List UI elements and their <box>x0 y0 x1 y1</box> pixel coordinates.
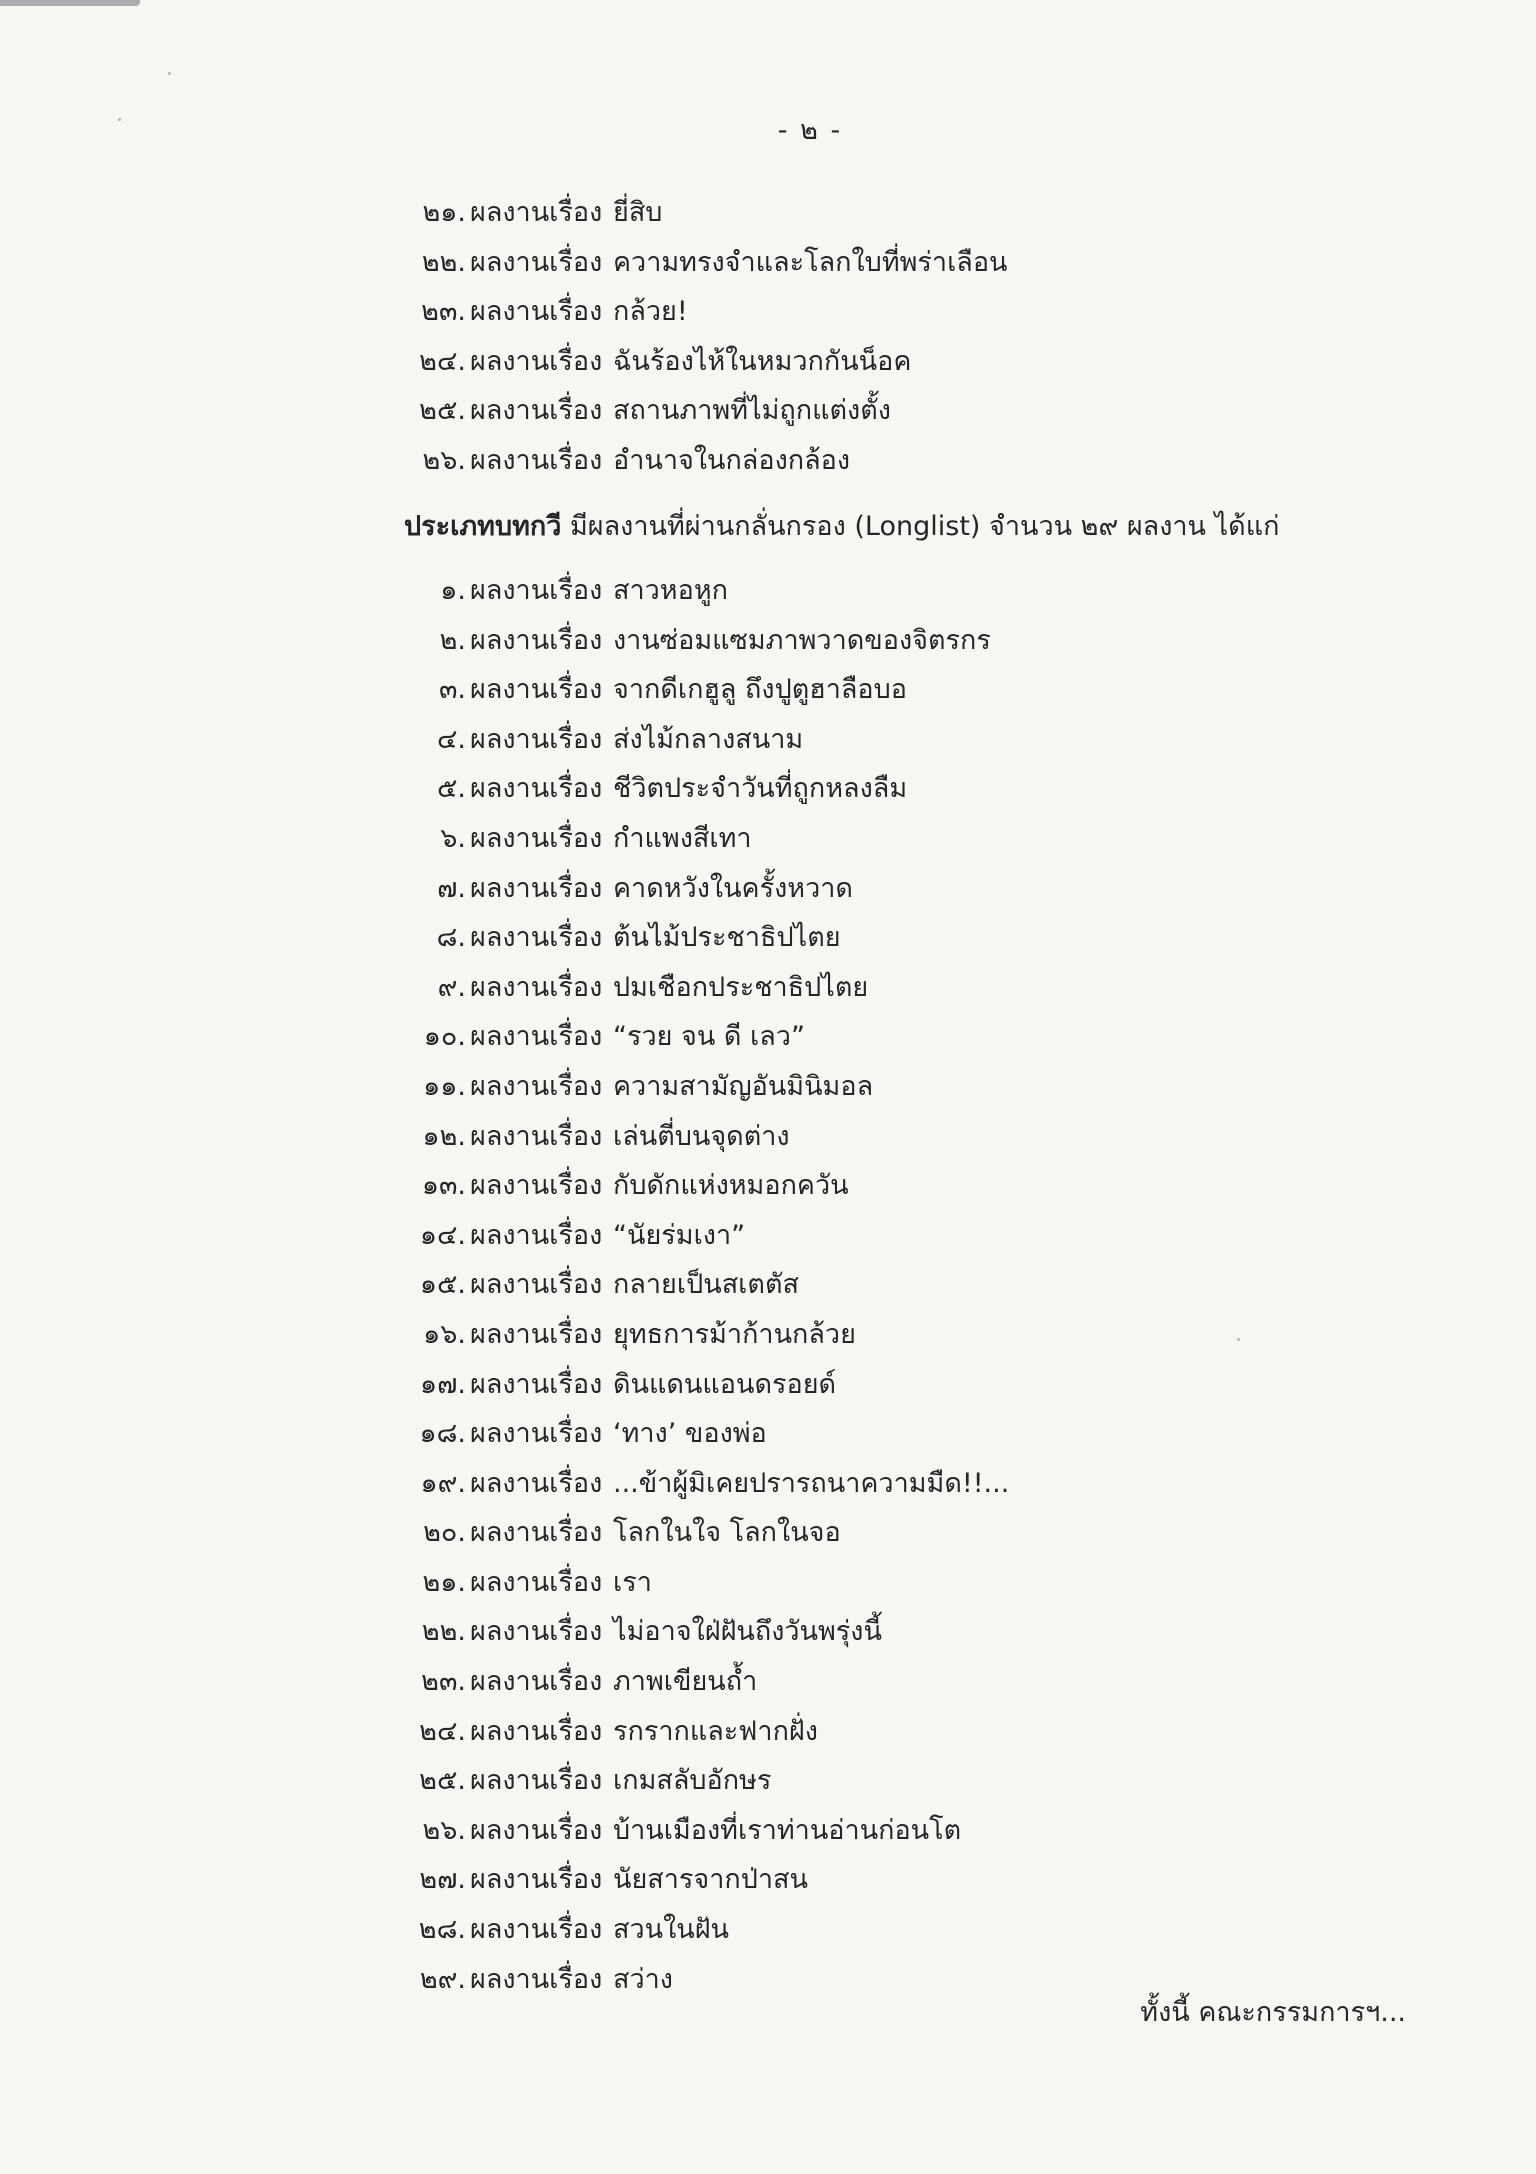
item-prefix: ผลงานเรื่อง <box>470 872 603 904</box>
item-title: เรา <box>613 1566 652 1598</box>
list-item <box>0 1855 1536 1905</box>
item-title: ความทรงจำและโลกใบที่พร่าเลือน <box>613 246 1008 278</box>
item-title: ปมเชือกประชาธิปไตย <box>613 971 869 1003</box>
item-number: ๑๐. <box>423 1021 466 1053</box>
item-title: ภาพเขียนถ้ำ <box>613 1666 758 1698</box>
list-item <box>0 436 1536 486</box>
list-item <box>0 913 1536 963</box>
item-number: ๒. <box>439 624 466 656</box>
item-title: ดินแดนแอนดรอยด์ <box>613 1368 837 1400</box>
item-title: กลายเป็นสเตตัส <box>613 1269 799 1301</box>
item-prefix: ผลงานเรื่อง <box>470 1120 603 1152</box>
list-item <box>0 1310 1536 1360</box>
item-number: ๒๒. <box>421 246 466 278</box>
item-number: ๗. <box>437 872 466 904</box>
item-number: ๔. <box>436 723 466 755</box>
item-prefix: ผลงานเรื่อง <box>470 1914 603 1946</box>
list-item <box>0 1806 1536 1856</box>
category-heading: ประเภทบทกวี <box>404 511 562 542</box>
item-prefix: ผลงานเรื่อง <box>470 246 603 278</box>
list-item <box>0 1161 1536 1211</box>
item-prefix: ผลงานเรื่อง <box>470 1467 603 1499</box>
continuation-text: ทั้งนี้ คณะกรรมการฯ... <box>1140 1997 1406 2028</box>
item-title: บ้านเมืองที่เราท่านอ่านก่อนโต <box>613 1814 962 1846</box>
list-item <box>0 1012 1536 1062</box>
item-title: ไม่อาจใฝ่ฝันถึงวันพรุ่งนี้ <box>613 1616 882 1648</box>
category-heading-line <box>404 502 1279 552</box>
item-prefix: ผลงานเรื่อง <box>470 296 603 328</box>
list-item <box>0 963 1536 1013</box>
scan-edge-mark <box>0 0 140 6</box>
item-number: ๓. <box>438 674 466 706</box>
item-prefix: ผลงานเรื่อง <box>470 1021 603 1053</box>
scan-speck <box>168 72 171 75</box>
item-number: ๑๓. <box>421 1170 466 1202</box>
item-prefix: ผลงานเรื่อง <box>470 345 603 377</box>
item-number: ๒๕. <box>419 1765 466 1797</box>
item-title: อำนาจในกล่องกล้อง <box>613 444 851 476</box>
item-number: ๒๖. <box>422 1814 466 1846</box>
item-title: จากดีเกฮูลู ถึงปูตูฮาลือบอ <box>613 674 908 706</box>
list-item <box>0 1360 1536 1410</box>
item-number: ๒๖. <box>422 444 466 476</box>
page-number: - ๒ - <box>777 115 843 146</box>
item-number: ๕. <box>436 773 466 805</box>
item-number: ๑๘. <box>419 1418 466 1450</box>
list-item <box>0 566 1536 616</box>
item-prefix: ผลงานเรื่อง <box>470 1170 603 1202</box>
item-number: ๒๔. <box>419 1715 466 1747</box>
item-prefix: ผลงานเรื่อง <box>470 1864 603 1896</box>
list-item <box>0 1062 1536 1112</box>
item-title: “นัยร่มเงา” <box>613 1219 746 1251</box>
item-number: ๑๑. <box>423 1070 466 1102</box>
item-title: นัยสารจากป่าสน <box>613 1864 808 1896</box>
item-number: ๑๕. <box>419 1269 466 1301</box>
item-prefix: ผลงานเรื่อง <box>470 822 603 854</box>
item-number: ๒๔. <box>419 345 466 377</box>
list-item <box>0 1756 1536 1806</box>
item-prefix: ผลงานเรื่อง <box>470 1666 603 1698</box>
list-item <box>0 665 1536 715</box>
list-item <box>0 1905 1536 1955</box>
item-prefix: ผลงานเรื่อง <box>470 1418 603 1450</box>
item-prefix: ผลงานเรื่อง <box>470 624 603 656</box>
item-number: ๒๑. <box>422 197 466 228</box>
item-title: ชีวิตประจำวันที่ถูกหลงลืม <box>613 773 908 805</box>
item-title: สาวหอหูก <box>613 575 728 606</box>
item-title: โลกในใจ โลกในจอ <box>613 1517 841 1549</box>
list-item <box>0 864 1536 914</box>
item-title: งานซ่อมแซมภาพวาดของจิตรกร <box>613 624 991 656</box>
item-prefix: ผลงานเรื่อง <box>470 1368 603 1400</box>
item-prefix: ผลงานเรื่อง <box>470 197 603 228</box>
item-number: ๙. <box>437 971 466 1003</box>
item-number: ๑๒. <box>422 1120 466 1152</box>
item-prefix: ผลงานเรื่อง <box>470 1517 603 1549</box>
item-title: ...ข้าผู้มิเคยปรารถนาความมืด!!... <box>613 1467 1010 1499</box>
item-prefix: ผลงานเรื่อง <box>470 1070 603 1102</box>
item-number: ๒๑. <box>422 1566 466 1598</box>
item-title: เกมสลับอักษร <box>613 1765 772 1797</box>
list-item <box>0 1558 1536 1608</box>
item-prefix: ผลงานเรื่อง <box>470 395 603 427</box>
item-title: รกรากและฟากฝั่ง <box>613 1715 818 1747</box>
list-item <box>0 814 1536 864</box>
item-prefix: ผลงานเรื่อง <box>470 575 603 606</box>
list-item <box>0 1657 1536 1707</box>
list-item <box>0 337 1536 387</box>
item-title: กับดักแห่งหมอกควัน <box>613 1170 849 1202</box>
list-item <box>0 238 1536 288</box>
list-item <box>0 616 1536 666</box>
item-title: คาดหวังในครั้งหวาด <box>613 872 853 904</box>
item-prefix: ผลงานเรื่อง <box>470 1269 603 1301</box>
item-number: ๑. <box>440 575 466 606</box>
item-title: ‘ทาง’ ของพ่อ <box>613 1418 767 1450</box>
category-description: มีผลงานที่ผ่านกลั่นกรอง (Longlist) จำนวน ๒๙ ผลงาน ได้แก่ <box>561 511 1280 542</box>
item-number: ๒๘. <box>418 1914 466 1946</box>
item-title: “รวย จน ดี เลว” <box>613 1021 805 1053</box>
item-number: ๒๒. <box>421 1616 466 1648</box>
item-prefix: ผลงานเรื่อง <box>470 1318 603 1350</box>
item-prefix: ผลงานเรื่อง <box>470 723 603 755</box>
item-number: ๒๙. <box>419 1963 466 1995</box>
item-prefix: ผลงานเรื่อง <box>470 1814 603 1846</box>
item-prefix: ผลงานเรื่อง <box>470 1715 603 1747</box>
list-item <box>0 1260 1536 1310</box>
item-prefix: ผลงานเรื่อง <box>470 1566 603 1598</box>
item-prefix: ผลงานเรื่อง <box>470 773 603 805</box>
item-number: ๒๓. <box>421 1666 466 1698</box>
item-title: สถานภาพที่ไม่ถูกแต่งตั้ง <box>613 395 891 427</box>
item-number: ๑๔. <box>419 1219 466 1251</box>
item-prefix: ผลงานเรื่อง <box>470 674 603 706</box>
item-prefix: ผลงานเรื่อง <box>470 444 603 476</box>
item-number: ๑๖. <box>423 1318 466 1350</box>
poetry-works-list <box>0 566 1536 2004</box>
list-item <box>0 188 1536 238</box>
list-item <box>0 1211 1536 1261</box>
list-item <box>0 1707 1536 1757</box>
list-item <box>0 1508 1536 1558</box>
list-item <box>0 764 1536 814</box>
item-number: ๑๙. <box>420 1467 466 1499</box>
item-title: กำแพงสีเทา <box>613 822 752 854</box>
item-title: สว่าง <box>613 1963 673 1995</box>
item-title: เล่นตี่บนจุดต่าง <box>613 1120 790 1152</box>
item-title: ส่งไม้กลางสนาม <box>613 723 804 755</box>
item-number: ๒๗. <box>419 1864 466 1896</box>
item-prefix: ผลงานเรื่อง <box>470 1963 603 1995</box>
list-item <box>0 287 1536 337</box>
item-title: ฉันร้องไห้ในหมวกกันน็อค <box>613 345 912 377</box>
item-title: ยุทธการม้าก้านกล้วย <box>613 1318 856 1350</box>
item-title: กล้วย! <box>613 296 688 328</box>
item-title: สวนในฝัน <box>613 1914 730 1946</box>
item-number: ๘. <box>436 922 466 954</box>
item-title: ต้นไม้ประชาธิปไตย <box>613 922 841 954</box>
works-list-continued <box>0 188 1536 486</box>
item-prefix: ผลงานเรื่อง <box>470 971 603 1003</box>
item-number: ๒๕. <box>419 395 466 427</box>
list-item <box>0 1459 1536 1509</box>
list-item <box>0 1607 1536 1657</box>
item-number: ๒๐. <box>423 1517 466 1549</box>
item-number: ๖. <box>440 822 466 854</box>
list-item <box>0 715 1536 765</box>
list-item <box>0 386 1536 436</box>
item-number: ๒๓. <box>421 296 466 328</box>
item-title: ความสามัญอันมินิมอล <box>613 1070 874 1102</box>
item-prefix: ผลงานเรื่อง <box>470 922 603 954</box>
list-item <box>0 1409 1536 1459</box>
item-prefix: ผลงานเรื่อง <box>470 1765 603 1797</box>
item-prefix: ผลงานเรื่อง <box>470 1616 603 1648</box>
item-prefix: ผลงานเรื่อง <box>470 1219 603 1251</box>
item-title: ยี่สิบ <box>613 197 663 228</box>
list-item <box>0 1112 1536 1162</box>
item-number: ๑๗. <box>419 1368 466 1400</box>
